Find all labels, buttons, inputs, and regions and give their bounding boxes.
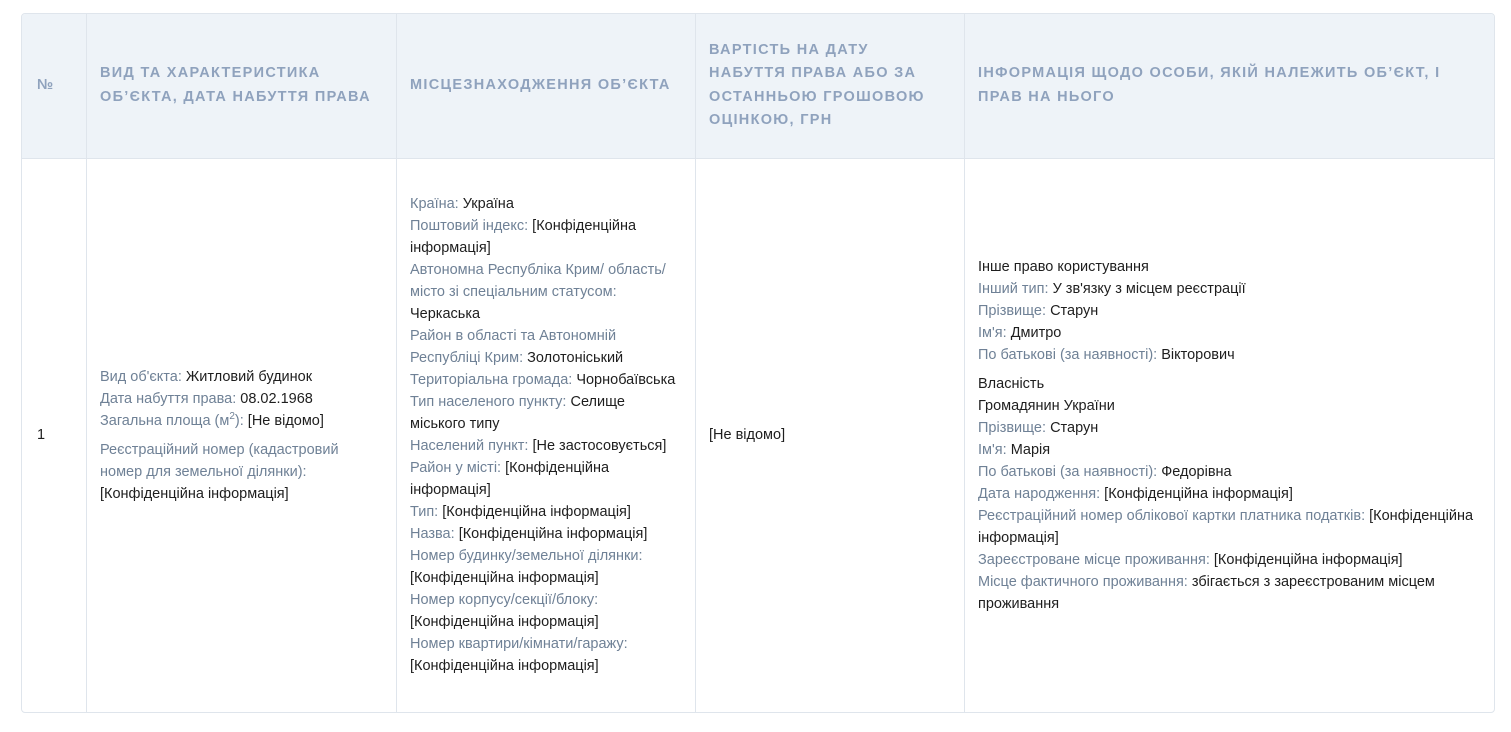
location-field [410, 633, 682, 677]
owner-field-value: збігається з зареєстрованим місцем проживання [978, 573, 1435, 612]
area-label-post: ): [234, 412, 244, 429]
owner-field [978, 461, 1481, 483]
location-field-value: [Конфіденційна інформація] [410, 570, 599, 587]
acquisition-date-value: 08.02.1968 [240, 390, 313, 407]
location-field [410, 523, 682, 545]
location-field-value: [Конфіденційна інформація] [410, 614, 599, 631]
acquisition-date-label: Дата набуття права: [100, 390, 237, 407]
location-cell [397, 158, 696, 712]
owner-field-label: Зареєстроване місце проживання: [978, 551, 1210, 568]
header-location: МІСЦЕЗНАХОДЖЕННЯ ОБ’ЄКТА [397, 14, 696, 158]
citizenship: Громадянин України [978, 397, 1115, 414]
location-field-label: Район в області та Автономній Республіці Крим: [410, 328, 617, 367]
location-field-label: Назва: [410, 526, 455, 543]
area-label-pre: Загальна площа (м [100, 412, 230, 429]
location-field-value: Золотоніський [527, 350, 624, 367]
location-field [410, 369, 682, 391]
property-table-card [21, 13, 1495, 713]
location-field-value: Черкаська [410, 306, 481, 323]
location-field [410, 193, 682, 215]
object-type [100, 366, 383, 388]
owner-field-label: Місце фактичного проживання: [978, 573, 1188, 590]
right-title: Інше право користування [978, 258, 1149, 275]
owner-field-value: У зв'язку з місцем реєстрації [1052, 280, 1246, 297]
owner-field [978, 300, 1481, 322]
owner-field [978, 505, 1481, 549]
location-field [410, 545, 682, 589]
owner-field-label: Дата народження: [978, 485, 1101, 502]
owner-field [978, 549, 1481, 571]
area-label-sup: 2 [229, 410, 235, 422]
owner-field [978, 344, 1481, 366]
property-table [22, 14, 1494, 712]
object-cell [87, 158, 397, 712]
registration-number-value: [Конфіденційна інформація] [100, 485, 289, 502]
owner-field [978, 417, 1481, 439]
location-field [410, 215, 682, 259]
location-field-label: Поштовий індекс: [410, 218, 529, 235]
owner-field-label: Прізвище: [978, 419, 1047, 436]
location-field-value: [Конфіденційна інформація] [410, 658, 599, 675]
acquisition-date [100, 388, 383, 410]
total-area-value: [Не відомо] [247, 412, 324, 429]
owner-field-value: [Конфіденційна інформація] [1213, 551, 1403, 568]
location-field-value: Україна [462, 196, 514, 213]
owner-field [978, 278, 1481, 300]
location-field-value: Чорнобаївська [576, 372, 676, 389]
object-type-value: Житловий будинок [185, 368, 313, 385]
registration-number-label: Реєстраційний номер (кадастровий номер для земельної ділянки): [100, 441, 339, 480]
row-number: 1 [22, 158, 87, 712]
right-ownership [978, 373, 1481, 615]
header-object: ВИД ТА ХАРАКТЕРИСТИКА ОБ’ЄКТА, ДАТА НАБУТТЯ ПРАВА [87, 14, 397, 158]
table-row [22, 158, 1494, 712]
value-cell: [Не відомо] [696, 158, 965, 712]
owner-field-value: Старун [1050, 419, 1099, 436]
location-field [410, 259, 682, 325]
total-area [100, 410, 383, 432]
owner-field [978, 483, 1481, 505]
owner-field [978, 571, 1481, 615]
location-field-label: Номер будинку/земельної ділянки: [410, 548, 643, 565]
owner-field-label: Ім'я: [978, 441, 1007, 458]
location-field-label: Номер квартири/кімнати/гаражу: [410, 636, 628, 653]
location-field [410, 435, 682, 457]
location-field-label: Населений пункт: [410, 438, 529, 455]
right-title: Власність [978, 375, 1045, 392]
header-num: № [22, 14, 87, 158]
header-owner: ІНФОРМАЦІЯ ЩОДО ОСОБИ, ЯКІЙ НАЛЕЖИТЬ ОБ’ЄКТ, І ПРАВ НА НЬОГО [965, 14, 1495, 158]
owner-field-label: Реєстраційний номер облікової картки платника податків: [978, 507, 1366, 524]
owner-field-value: Дмитро [1010, 324, 1062, 341]
owner-field-label: Інший тип: [978, 280, 1049, 297]
owner-field-value: Вікторович [1161, 346, 1235, 363]
location-field [410, 325, 682, 369]
location-field-label: Територіальна громада: [410, 372, 573, 389]
owner-field-label: Ім'я: [978, 324, 1007, 341]
owner-field-value: Марія [1010, 441, 1051, 458]
location-field-label: Номер корпусу/секції/блоку: [410, 592, 599, 609]
owner-field-value: Федорівна [1161, 463, 1232, 480]
location-field-label: Тип: [410, 504, 439, 521]
owner-field-label: Прізвище: [978, 302, 1047, 319]
location-field [410, 391, 682, 435]
location-field-label: Автономна Республіка Крим/ область/місто зі спеціальним статусом: [410, 262, 666, 301]
right-other-use [978, 256, 1481, 366]
owner-field-label: По батькові (за наявності): [978, 463, 1158, 480]
location-field-label: Країна: [410, 196, 459, 213]
location-field-label: Район у місті: [410, 460, 502, 477]
header-value: ВАРТІСТЬ НА ДАТУ НАБУТТЯ ПРАВА АБО ЗА ОСТАННЬОЮ ГРОШОВОЮ ОЦІНКОЮ, ГРН [696, 14, 965, 158]
location-field-value: [Конфіденційна інформація] [458, 526, 648, 543]
location-field-value: [Конфіденційна інформація] [410, 218, 637, 257]
owner-field [978, 322, 1481, 344]
location-field-value: [Конфіденційна інформація] [442, 504, 631, 521]
owner-field-value: [Конфіденційна інформація] [978, 507, 1474, 546]
registration-number [100, 439, 383, 505]
location-field [410, 501, 682, 523]
location-field-label: Тип населеного пункту: [410, 394, 567, 411]
location-field [410, 589, 682, 633]
owner-field-label: По батькові (за наявності): [978, 346, 1158, 363]
owner-field-value: [Конфіденційна інформація] [1104, 485, 1293, 502]
location-field-value: Селище міського типу [410, 394, 625, 433]
location-field-value: [Конфіденційна інформація] [410, 460, 610, 499]
location-field [410, 457, 682, 501]
owner-field-value: Старун [1050, 302, 1099, 319]
object-type-label: Вид об'єкта: [100, 368, 182, 385]
location-field-value: [Не застосовується] [532, 438, 667, 455]
total-area-label [100, 410, 244, 429]
table-header-row [22, 14, 1494, 158]
owner-cell [965, 158, 1495, 712]
owner-field [978, 439, 1481, 461]
